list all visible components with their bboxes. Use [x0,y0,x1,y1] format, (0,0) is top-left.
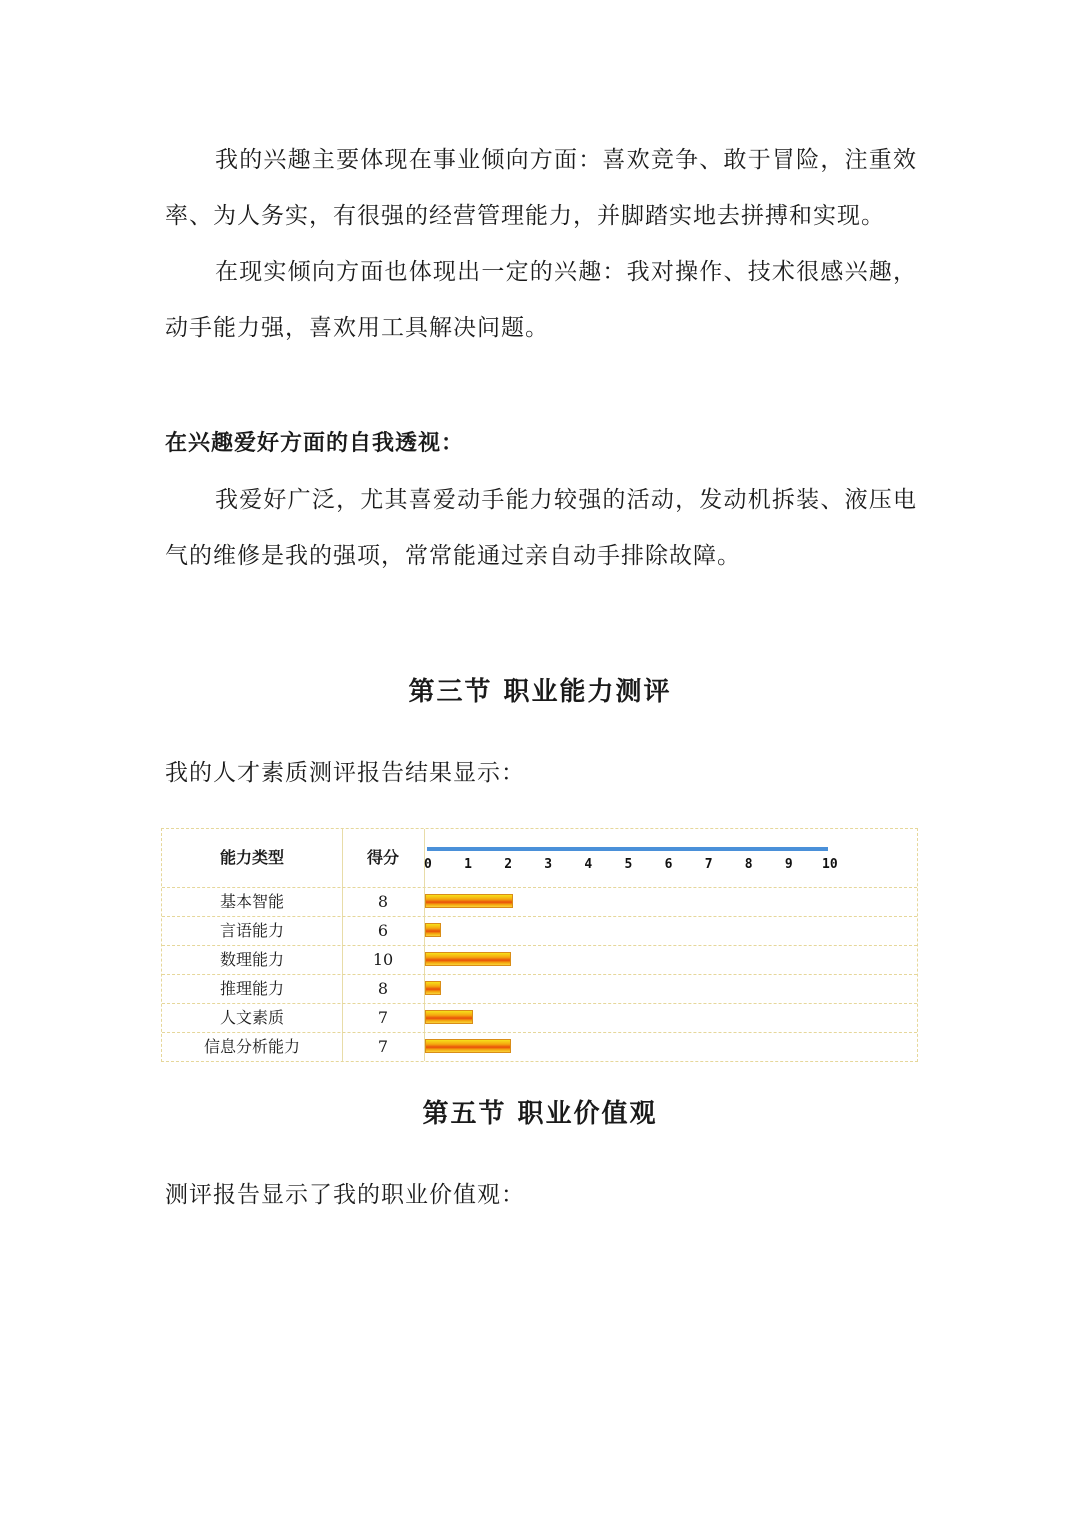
ability-name: 信息分析能力 [203,1037,300,1056]
section-5-lead: 测评报告显示了我的职业价值观： [165,1182,525,1208]
ability-name: 推理能力 [219,979,284,998]
axis-tick-label: 9 [784,857,793,872]
axis-tick-label: 5 [624,857,633,872]
interest-paragraph-2: 在现实倾向方面也体现出一定的兴趣：我对操作、技术很感兴趣，动手能力强，喜欢用工具解决问题。 [165,259,917,341]
ability-score: 6 [377,921,389,940]
ability-score: 8 [377,979,389,998]
axis-tick-label: 7 [704,857,713,872]
axis-tick-label: 6 [664,857,673,872]
hobby-heading: 在兴趣爱好方面的自我透视： [165,430,465,456]
ability-score: 7 [377,1037,389,1056]
score-bar [425,894,513,908]
axis-tick-label: 0 [424,857,432,872]
hobby-paragraph: 我爱好广泛，尤其喜爱动手能力较强的活动，发动机拆装、液压电气的维修是我的强项，常常能通过亲自动手排除故障。 [165,487,917,569]
section-3-title: 第三节 职业能力测评 [408,677,672,707]
axis-tick-label: 4 [584,857,593,872]
interest-paragraph-1: 我的兴趣主要体现在事业倾向方面：喜欢竞争、敢于冒险，注重效率、为人务实，有很强的经营管理能力，并脚踏实地去拼搏和实现。 [165,147,917,229]
section-3-lead: 我的人才素质测评报告结果显示： [165,760,525,786]
score-bar [425,981,441,995]
ability-score: 8 [377,892,389,911]
ability-score: 7 [377,1008,389,1027]
ability-score: 10 [372,950,394,969]
axis-tick-label: 1 [464,857,472,872]
axis-tick-label: 3 [544,857,553,872]
section-5-title: 第五节 职业价值观 [422,1099,658,1129]
ability-name: 基本智能 [219,892,284,911]
header-ability-type: 能力类型 [219,848,284,867]
ability-name: 数理能力 [219,950,284,969]
axis-tick-label: 2 [504,857,513,872]
score-bar [425,923,441,937]
header-score: 得分 [366,848,399,867]
score-axis [424,837,844,877]
axis-tick-label: 10 [822,857,838,872]
ability-name: 人文素质 [219,1008,284,1027]
score-bar [425,1039,511,1053]
ability-table [161,828,918,1062]
score-bar [425,1010,473,1024]
score-bar [425,952,511,966]
ability-name: 言语能力 [219,921,284,940]
axis-tick-label: 8 [744,857,753,872]
